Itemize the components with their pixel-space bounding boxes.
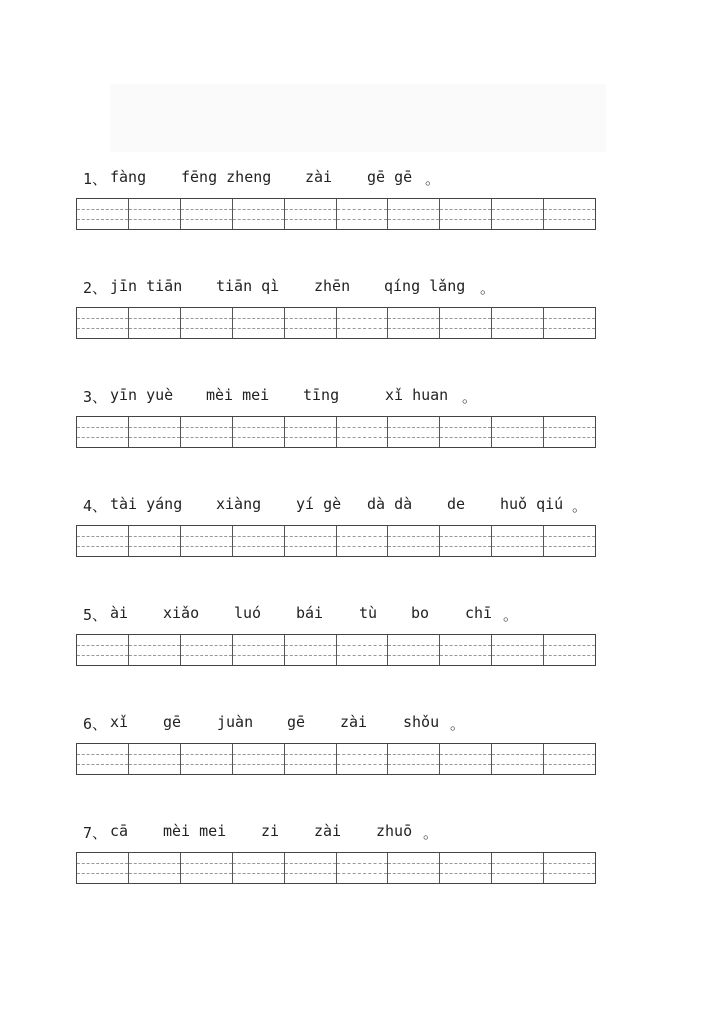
pinyin-word: luó [234, 604, 262, 622]
writing-cell[interactable] [77, 417, 129, 447]
writing-cell[interactable] [388, 417, 440, 447]
pinyin-word: mèi mei [163, 822, 227, 840]
writing-cell[interactable] [440, 526, 492, 556]
writing-cell[interactable] [285, 744, 337, 774]
pinyin-word: yīn yuè [110, 386, 174, 404]
writing-cell[interactable] [181, 526, 233, 556]
writing-grid [76, 525, 596, 557]
pinyin-word: cā [110, 822, 129, 840]
pinyin-word: tù [359, 604, 378, 622]
writing-cell[interactable] [129, 308, 181, 338]
pinyin-word: xiàng [216, 495, 262, 513]
pinyin-word: xiǎo [163, 604, 200, 622]
writing-cell[interactable] [129, 417, 181, 447]
pinyin-word: zhēn [314, 277, 351, 295]
writing-cell[interactable] [233, 635, 285, 665]
writing-grid [76, 852, 596, 884]
writing-cell[interactable] [544, 199, 595, 229]
pinyin-word: zài [340, 713, 368, 731]
writing-cell[interactable] [388, 853, 440, 883]
pinyin-word: tài yáng [110, 495, 183, 513]
writing-cell[interactable] [388, 526, 440, 556]
pinyin-word: zi [261, 822, 280, 840]
question-number: 1、 [83, 170, 108, 188]
pinyin-word: yí gè [296, 495, 342, 513]
writing-cell[interactable] [181, 417, 233, 447]
writing-cell[interactable] [337, 853, 389, 883]
pinyin-word: 。 [572, 497, 588, 515]
writing-grid [76, 307, 596, 339]
writing-cell[interactable] [440, 635, 492, 665]
writing-cell[interactable] [544, 635, 595, 665]
pinyin-word: 。 [480, 279, 496, 297]
writing-cell[interactable] [492, 417, 544, 447]
writing-grid [76, 743, 596, 775]
pinyin-word: jīn tiān [110, 277, 183, 295]
writing-cell[interactable] [492, 635, 544, 665]
writing-cell[interactable] [337, 308, 389, 338]
question-7 [0, 822, 723, 922]
writing-grid [76, 634, 596, 666]
writing-cell[interactable] [388, 744, 440, 774]
writing-cell[interactable] [337, 744, 389, 774]
pinyin-word: dà dà [367, 495, 413, 513]
writing-cell[interactable] [181, 635, 233, 665]
pinyin-word: gē [287, 713, 306, 731]
writing-cell[interactable] [337, 526, 389, 556]
writing-cell[interactable] [181, 199, 233, 229]
writing-cell[interactable] [285, 417, 337, 447]
writing-cell[interactable] [77, 526, 129, 556]
pinyin-word: 。 [503, 606, 519, 624]
writing-cell[interactable] [492, 526, 544, 556]
writing-cell[interactable] [492, 199, 544, 229]
writing-cell[interactable] [233, 417, 285, 447]
writing-cell[interactable] [440, 744, 492, 774]
pinyin-word: tiān qì [216, 277, 280, 295]
question-2 [0, 277, 723, 377]
pinyin-word: de [447, 495, 466, 513]
writing-cell[interactable] [337, 199, 389, 229]
writing-cell[interactable] [285, 199, 337, 229]
writing-cell[interactable] [337, 417, 389, 447]
question-number: 5、 [83, 606, 108, 624]
pinyin-word: xǐ [110, 713, 129, 731]
pinyin-word: gē [163, 713, 182, 731]
pinyin-word: juàn [217, 713, 254, 731]
pinyin-word: 。 [425, 170, 441, 188]
pinyin-word: tīng [303, 386, 340, 404]
question-number: 6、 [83, 715, 108, 733]
writing-cell[interactable] [129, 853, 181, 883]
writing-cell[interactable] [233, 526, 285, 556]
writing-cell[interactable] [129, 744, 181, 774]
writing-cell[interactable] [233, 308, 285, 338]
writing-cell[interactable] [544, 308, 595, 338]
writing-cell[interactable] [285, 635, 337, 665]
pinyin-word: mèi mei [206, 386, 270, 404]
pinyin-word: fēng zheng [181, 168, 272, 186]
writing-cell[interactable] [285, 853, 337, 883]
writing-grid [76, 416, 596, 448]
writing-cell[interactable] [181, 744, 233, 774]
question-6 [0, 713, 723, 813]
pinyin-word: fàng [110, 168, 147, 186]
pinyin-word: 。 [462, 388, 478, 406]
writing-cell[interactable] [285, 308, 337, 338]
question-number: 4、 [83, 497, 108, 515]
writing-cell[interactable] [337, 635, 389, 665]
writing-cell[interactable] [129, 199, 181, 229]
writing-cell[interactable] [544, 744, 595, 774]
writing-cell[interactable] [388, 199, 440, 229]
pinyin-word: gē gē [367, 168, 413, 186]
pinyin-word: huǒ qiú [500, 495, 564, 513]
writing-cell[interactable] [77, 308, 129, 338]
writing-cell[interactable] [492, 308, 544, 338]
pinyin-word: 。 [450, 715, 466, 733]
writing-cell[interactable] [181, 308, 233, 338]
pinyin-word: bo [411, 604, 430, 622]
writing-cell[interactable] [233, 853, 285, 883]
writing-cell[interactable] [440, 417, 492, 447]
pinyin-word: ài [110, 604, 129, 622]
writing-cell[interactable] [388, 635, 440, 665]
question-number: 7、 [83, 824, 108, 842]
title-area [110, 84, 606, 152]
writing-cell[interactable] [285, 526, 337, 556]
writing-cell[interactable] [388, 308, 440, 338]
writing-cell[interactable] [233, 744, 285, 774]
writing-cell[interactable] [181, 853, 233, 883]
writing-cell[interactable] [544, 417, 595, 447]
pinyin-word: zhuō [376, 822, 413, 840]
writing-cell[interactable] [492, 744, 544, 774]
pinyin-word: chī [465, 604, 493, 622]
question-number: 3、 [83, 388, 108, 406]
writing-cell[interactable] [233, 199, 285, 229]
writing-cell[interactable] [129, 526, 181, 556]
pinyin-word: bái [296, 604, 324, 622]
pinyin-word: qíng lǎng [384, 277, 466, 295]
writing-cell[interactable] [544, 853, 595, 883]
writing-cell[interactable] [129, 635, 181, 665]
writing-cell[interactable] [77, 853, 129, 883]
writing-grid [76, 198, 596, 230]
question-4 [0, 495, 723, 595]
question-3 [0, 386, 723, 486]
writing-cell[interactable] [544, 526, 595, 556]
writing-cell[interactable] [77, 199, 129, 229]
question-5 [0, 604, 723, 704]
pinyin-word: shǒu [403, 713, 440, 731]
question-1 [0, 168, 723, 268]
writing-cell[interactable] [440, 853, 492, 883]
writing-cell[interactable] [492, 853, 544, 883]
writing-cell[interactable] [440, 199, 492, 229]
question-number: 2、 [83, 279, 108, 297]
pinyin-word: xǐ huan [385, 386, 449, 404]
pinyin-word: zài [314, 822, 342, 840]
writing-cell[interactable] [77, 635, 129, 665]
pinyin-word: 。 [423, 824, 439, 842]
writing-cell[interactable] [77, 744, 129, 774]
writing-cell[interactable] [440, 308, 492, 338]
pinyin-word: zài [305, 168, 333, 186]
